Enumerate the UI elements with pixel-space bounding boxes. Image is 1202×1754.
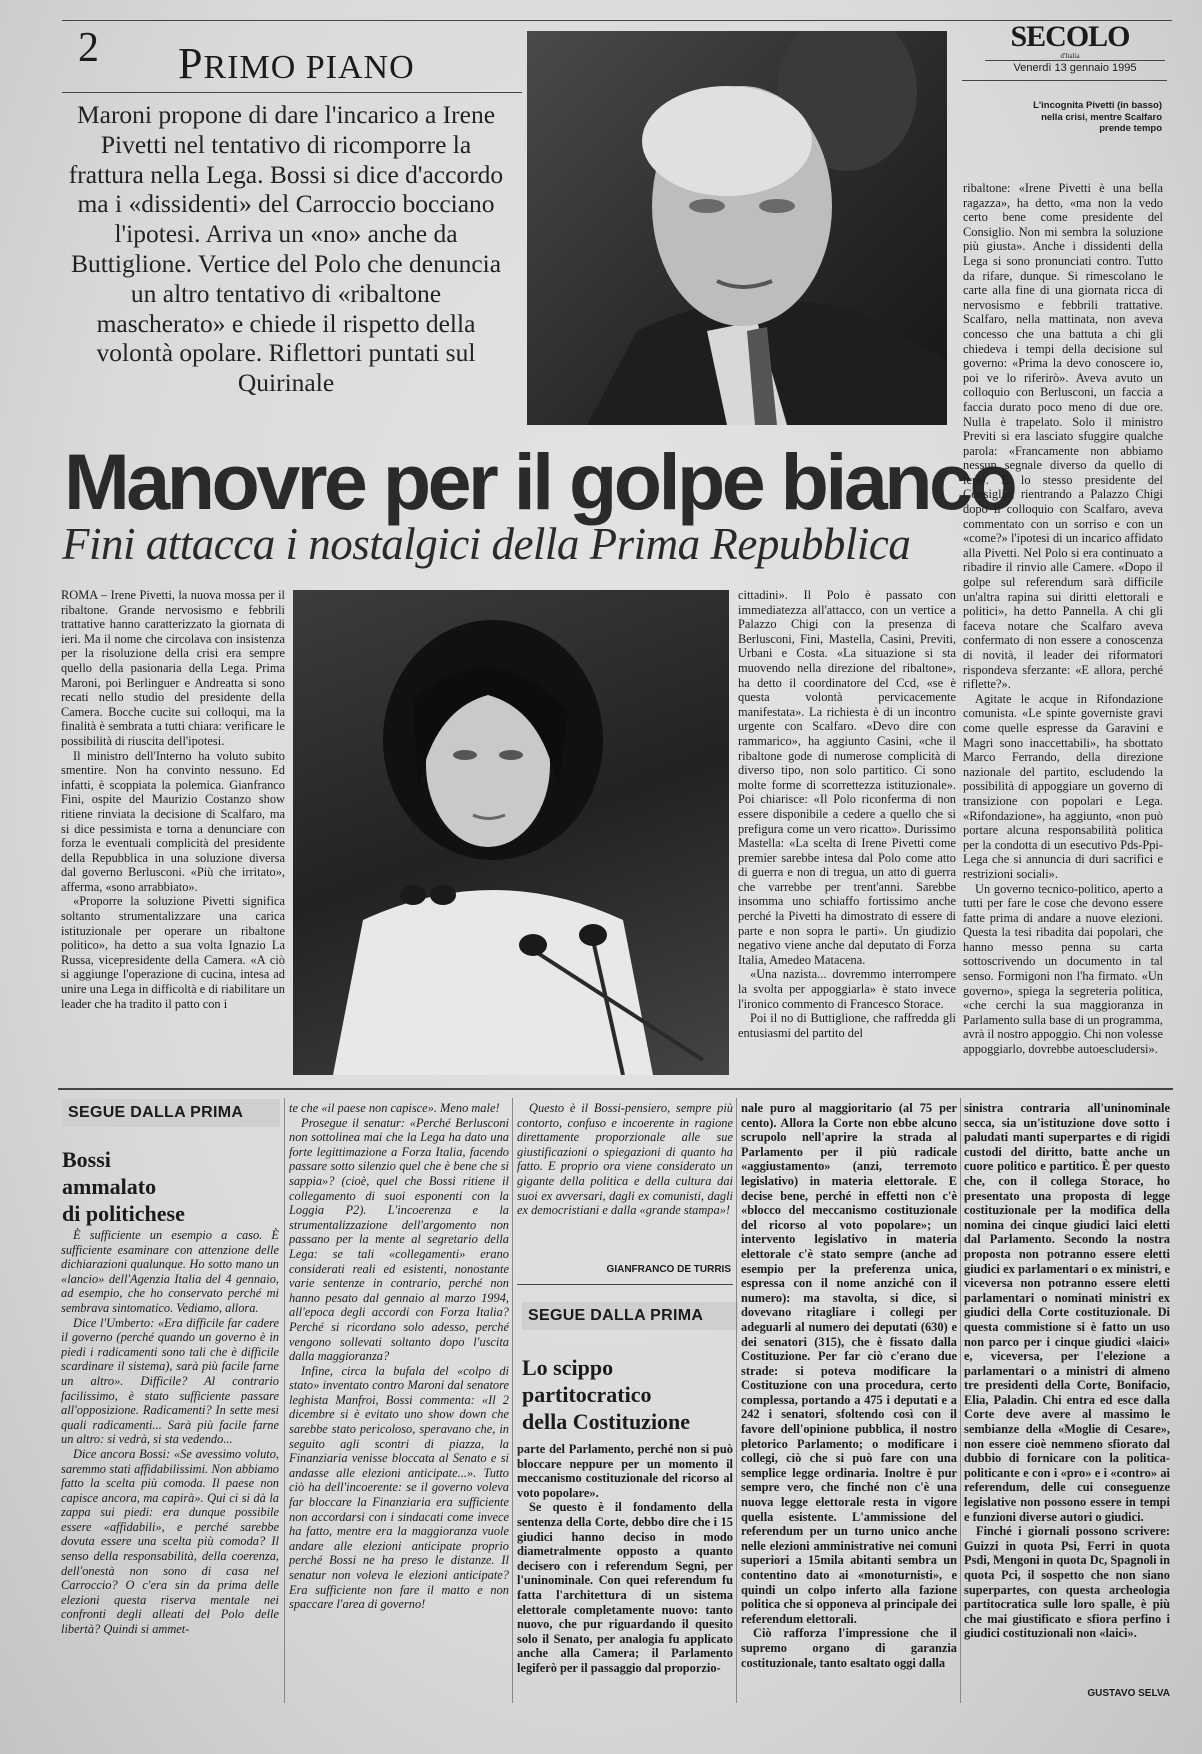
portrait-woman-image bbox=[293, 590, 729, 1075]
masthead-subtitle: d'Italia bbox=[1060, 52, 1080, 60]
photo-scalfaro bbox=[527, 31, 947, 425]
main-headline: Manovre per il golpe bianco bbox=[64, 437, 1015, 526]
bossi-column-2 bbox=[289, 1101, 509, 1706]
column-rule bbox=[512, 1098, 513, 1703]
column-rule bbox=[736, 1098, 737, 1703]
article-separator bbox=[517, 1284, 733, 1285]
portrait-man-image bbox=[527, 31, 947, 425]
paragraph: parte del Parlamento, perché non si può bloccare neppure per un momento il meccanismo costituzionale del ricorso al voto popolare». bbox=[517, 1442, 733, 1500]
paragraph: «Una nazista... dovremmo interrompere la svolta per appoggiarla» è stato invece l'ironico commento di Francesco Storace. bbox=[738, 967, 956, 1011]
page-number: 2 bbox=[78, 25, 99, 71]
paragraph: Poi il no di Buttiglione, che raffredda gli entusiasmi del partito del bbox=[738, 1011, 956, 1040]
column-rule bbox=[960, 1098, 961, 1703]
headline-line: partitocratico bbox=[522, 1382, 652, 1407]
paragraph: Dice ancora Bossi: «Se avessimo voluto, saremmo stati affidabilissimi. Non abbiamo fatto la scelta più comoda. Il paese non capisce ancora, ma capirà». Qui ci si dà la zappa sui piedi: era dunque possibile essere «affidabili», e perché sarebbe dovuta essere una scelta più comoda? Il senso della responsabilità, della coerenza, dell'onestà non sono di casa nel Carroccio? O c'era sin da prima delle elezioni questa riserva mentale nei confronti degli alleati del Polo delle libertà? Quindi si ammet- bbox=[61, 1446, 279, 1637]
photo-pivetti bbox=[293, 590, 729, 1075]
paragraph: Questo è il Bossi-pensiero, sempre più contorto, confuso e incoerente in ragione direttamente proporzionale alle sue giustificazioni o spiegazioni di quanto ha fatto. E proprio ora viene considerato un gigante della politica e della cultura dai suoi ex avversari, dagli ex comunisti, dagli ex democristiani e dalla «grande stampa»! bbox=[517, 1101, 733, 1218]
paragraph: Se questo è il fondamento della sentenza della Corte, debbo dire che i 15 giudici hanno deciso in modo diametralmente opposto a quanto decisero con i referendum Segni, per l'uninominale. Con quei referendum fu fatta l'architettura di un sistema elettorale completamente nuovo: tanto nuovo, che pur riguardando il quesito solo il Senato, per analogia fu applicato anche alla Camera; il Parlamento legiferò per il passaggio dal proporzio- bbox=[517, 1500, 733, 1675]
paragraph: «Proporre la soluzione Pivetti significa soltanto strumentalizzare una carica istituzionale per operare un ribaltone politico», ha detto a sua volta Ignazio La Russa, vicepresidente della Camera. «A ciò si aggiunge l'operazione di cucina, intesa ad unire una Lega in difficoltà e di riabilitare un leader che ha tradito il patto con i bbox=[61, 894, 285, 1011]
scippo-column-1 bbox=[517, 1442, 733, 1706]
article-deck: Maroni propone di dare l'incarico a Irene Pivetti nel tentativo di ricomporre la frattura nella Lega. Bossi si dice d'accordo ma i «dissidenti» del Carroccio bocciano l'ipotesi. Arriva un «no» anche da Buttiglione. Vertice del Polo che denuncia un altro tentativo di «ribaltone mascherato» e chiede il rispetto della volontà opolare. Riflettori puntati sul Quirinale bbox=[68, 100, 504, 398]
scippo-column-3 bbox=[964, 1101, 1170, 1679]
newspaper-masthead: SECOLO bbox=[1010, 20, 1130, 53]
bossi-headline bbox=[62, 1146, 277, 1227]
bossi-column-1 bbox=[61, 1228, 279, 1706]
date-rule-top bbox=[985, 60, 1165, 61]
paragraph: Agitate le acque in Rifondazione comunista. «Le spinte governiste gravi come quelle espresse da Garavini e Magri sono inaccettabili», ha sbottato Marco Ferrando, della direzione nazionale del partito, escludendo la possibilità di appoggiare un governo di transizione con popolari e Lega. «Rifondazione», ha aggiunto, «non può portare alcuna responsabilità politica per la condotta di un esecutivo Pds-Ppi-Lega che si annuncia di duri sacrifici e restrizioni sociali». bbox=[963, 691, 1163, 881]
paragraph: te che «il paese non capisce». Meno male! bbox=[289, 1101, 500, 1115]
scippo-column-2 bbox=[741, 1101, 957, 1706]
issue-date: Venerdì 13 gennaio 1995 bbox=[1013, 62, 1137, 74]
paragraph: Un governo tecnico-politico, aperto a tutti per fare le cose che devono essere fatte prima di andare a nuove elezioni. Questa la tesi ribadita dai popolari, che hanno messo penna su carta sottoscrivendo un documento in tal senso. Formigoni non l'ha firmato. «Un governo», spiega la segreteria politica, «che cerchi la sua maggioranza in Parlamento sulla base di un programma, avrà il nostro appoggio. Chi non volesse appoggiarlo, dovrebbe autoescludersi». bbox=[963, 881, 1163, 1057]
headline-line: della Costituzione bbox=[522, 1409, 691, 1434]
paragraph: Infine, circa la bufala del «colpo di stato» inventato contro Maroni dal senatore leghista Manfroi, Bossi commenta: «Il 2 dicembre si è evitato uno show down che sarebbe stato pericoloso, speravano che, in seguito agli scontri di piazza, la Finanziaria venisse bloccata al Senato e si andasse alle elezioni anticipate...». Tutto ciò ha dell'incoerente: se il governo voleva far bloccare la Finanziaria era sufficiente non accordarsi con i sindacati come invece ha fatto, mentre era la maggioranza vuole andare alle elezioni anticipate proprio perché Bossi ne ha preso le distanze. Il senatur non voleva le elezioni anticipate? Era sufficiente non fare il matto e non spaccare l'area di governo! bbox=[289, 1363, 509, 1612]
paragraph: Finché i giornali possono scrivere: Guizzi in quota Psi, Ferri in quota Psdi, Mengoni in quota Dc, Spagnoli in quota Pci, il sospetto che non siano superpartes, con questa archeologia partitocratica sulle loro spalle, è più che mai giustificato e sfiora perfino i giudici costituzionali non «laici». bbox=[964, 1524, 1170, 1641]
main-article-column-2 bbox=[738, 588, 956, 1076]
main-article-column-1 bbox=[61, 588, 285, 1076]
paragraph: Ciò rafforza l'impressione che il supremo organo di garanzia costituzionale, tanto esaltato oggi dalla bbox=[741, 1626, 957, 1670]
paragraph: Il ministro dell'Interno ha voluto subito smentire. Non ha convinto nessuno. Ed infatti, è scoppiata la polemica. Gianfranco Fini, ospite del Maurizio Costanzo show ritiene rinviata la decisione di Scalfaro, ma si dice pessimista e torna a denunciare con forza le eventuali complicità del presidente della Repubblica in una soluzione diversa dal governo Berlusconi. «Più che irritato», afferma, «sono arrabbiato». bbox=[61, 748, 285, 894]
date-rule-bottom bbox=[962, 80, 1167, 81]
headline-line: ammalato bbox=[62, 1174, 157, 1199]
paragraph: cittadini». Il Polo è passato con immediatezza all'attacco, con un vertice a Palazzo Chigi con la presenza di Berlusconi, Fini, Mastella, Casini, Previti, Urbani e Costa. «La situazione si sta muovendo nella direzione del ribaltone», ha detto il coordinatore del Ccd, «se è questa volontà pervicacemente manifestata». La richiesta è di un incontro urgente con Scalfaro. «Devo dire con rammarico», ha aggiunto Casini, «che il ribaltone gode di numerose complicità di diverso tipo, non solo partitico. Ci sono molte forme di scorrettezza istituzionale». Poi chiarisce: «Il Polo riconferma di non essere disponibile a cedere a quello che si prefigura come un vero ricatto». Durissimo Mastella: «La scelta di Irene Pivetti come premier sarebbe intesa dal Polo come atto di guerra e non di tregua, un atto di guerra che varrebbe per trent'anni. Sarebbe insomma uno schiaffo fortissimo anche perché la Pivetti ha dimostrato di essere di parte e non sopra le parti». Un giudizio negativo viene anche dal deputato di Forza Italia, Amedeo Matacena. bbox=[738, 588, 956, 967]
paragraph: sinistra contraria all'uninominale secca, sia un'istituzione dove sotto i paludati manti superpartes e di rigidi custodi del diritto, batte anche un cuore politico e partitico. È per questo che, con il collega Storace, ho presentato una proposta di legge costituzionale per la modifica della nomina dei cinque giudici laici eletti dal Parlamento. Secondo la nostra proposta non potranno essere eletti giudici ex parlamentari o ex ministri, e viceversa non potranno essere eletti parlamentari o nominati ministri ex giudici della Corte costituzionale. Di questa commistione si è fatto un uso non parco per i cinque giudici «laici» e, viceversa, per l'elezione a parlamentari o a ministri di almeno tre presidenti della Corte, Bonifacio, Elia, Paladin. Chi entra ed esce dalla Corte deve avere al massimo le sembianze della «Moglie di Cesare», non essere cioè nemmeno sfiorato dal dubbio di fornicare con la politica-politicante e con i «pro» e i «contro» ai referendum, delle cui conseguenze legislative non possono essere in tempi e funzioni diverse autori o giudici. bbox=[964, 1101, 1170, 1524]
paragraph: Dice l'Umberto: «Era difficile far cadere il governo (perché quando un governo è in piedi i radicamenti sono tali che è difficile scardinare il sistema), sarà più facile farne un altro». Difficile? Al contrario facilissimo, è stato sufficiente passare all'opposizione. Radicamenti? In sette mesi quali radicamenti... Sarà più facile farne un altro: si vedrà, si sta vedendo... bbox=[61, 1315, 279, 1447]
bossi-column-3 bbox=[517, 1101, 733, 1261]
paragraph: ROMA – Irene Pivetti, la nuova mossa per il ribaltone. Grande nervosismo e febbrili trattative hanno caratterizzato la giornata di ieri. Ma il nome che circolava con insistenza per la risoluzione della crisi era sempre quello della pasionaria della Lega. Prima Maroni, poi Berlinguer e Andreatta si sono recati nello studio del presidente della Camera. Bocche cucite sui colloqui, ma la finalità è sembrata a tutti chiara: verificare le possibilità di riuscita dell'ipotesi. bbox=[61, 588, 285, 748]
main-subheadline: Fini attacca i nostalgici della Prima Repubblica bbox=[62, 519, 911, 569]
section-title-rest: RIMO PIANO bbox=[203, 49, 415, 86]
author-signature: GUSTAVO SELVA bbox=[1087, 1688, 1170, 1699]
author-signature: GIANFRANCO DE TURRIS bbox=[606, 1264, 731, 1275]
photo-caption: L'incognita Pivetti (in basso) nella crisi, mentre Scalfaro prende tempo bbox=[1033, 100, 1162, 134]
paragraph: ribaltone: «Irene Pivetti è una bella ragazza», ha detto, «ma non la vedo certo bene come presidente del Consiglio. Non mi sembra la soluzione più giusta». Anche i dissidenti della Lega si sono pronunciati contro. Tutto da rifare, dunque. Si rimescolano le carte alla fine di una giornata ricca di nervosismo e febbrili trattative. Scalfaro, nella mattinata, non aveva concesso che una battuta a chi gli chiedeva i tempi della decisione sul governo: «Prima la devo conoscere io, poi ve lo riferirò». Aveva avuto un colloquio con Berlusconi, un faccia a faccia durato poco meno di due ore. Nulla è trapelato. Solo il ministro Previti si era lasciato sfuggire qualche parola: «Francamente non abbiamo nessun segnale diverso da quello di ieri». E lo stesso presidente del Consiglio, rientrando a Palazzo Chigi dopo il colloquio con Scalfaro, aveva commentato con un sorriso e con un «come?» l'ipotesi di un incarico affidato alla Pivetti. Nel Polo si era continuato a ribadire il rinvio alle Camere. «Dopo il golpe sul referendum sarà difficile un'altra rapina sui diritti elettorali e politici», ha detto Pannella. A chi gli faceva notare che Scalfaro aveva confermato di non essere a conoscenza di novità, il leader dei riformatori rispondeva sferzante: «E allora, perché riflette?». bbox=[963, 181, 1163, 692]
paragraph: È sufficiente un esempio a caso. È sufficiente esaminare con attenzione delle dichiarazioni qualunque. Ho sotto mano un «lancio» dell'Agenzia Italia del 4 gennaio, ad esempio, che ho conservato perché mi sembrava sintomatico. Vediamo, allora. bbox=[61, 1228, 279, 1315]
headline-line: Lo scippo bbox=[522, 1355, 614, 1380]
main-article-column-3 bbox=[963, 181, 1163, 1077]
header-rule bbox=[62, 92, 522, 93]
segue-dalla-prima-label: SEGUE DALLA PRIMA bbox=[522, 1302, 738, 1330]
column-rule bbox=[284, 1098, 285, 1703]
paragraph: Prosegue il senatur: «Perché Berlusconi non sottolinea mai che la Lega ha dato una forte legittimazione a Forza Italia, facendo passare sotto silenzio quel che è bene che si sappia»? (cioè, quel che Bossi ritiene il collegamento di suoi esponenti con la Loggia P2). L'incoerenza e la strumentalizzazione dell'argomento non passano per la mente al segretario della Lega: se tali «collegamenti» erano considerati reali ed esistenti, nonostante varie sentenze in contrario, perché non hanno pesato dal gennaio al marzo 1994, all'epoca degli accordi con Forza Italia? Perché si ricordano solo adesso, perché vengono sollevati soltanto dopo l'uscita dalla maggioranza? bbox=[289, 1115, 509, 1364]
section-title-initial: P bbox=[178, 39, 204, 88]
headline-line: Bossi bbox=[62, 1147, 111, 1172]
section-divider bbox=[58, 1088, 1173, 1090]
segue-dalla-prima-label: SEGUE DALLA PRIMA bbox=[62, 1099, 280, 1127]
headline-line: di politichese bbox=[62, 1201, 185, 1226]
paragraph: nale puro al maggioritario (al 75 per cento). Allora la Corte non ebbe alcuno scrupolo nell'aprire la strada al Parlamento per il più radicale «aggiustamento» (anzi, terremoto legislativo) in materia elettorale. E decise bene, perché in effetti non c'è «blocco del meccanismo costituzionale del ricorso al voto popolare»; un intervento legislativo in materia elettorale c'è stato sempre (anche ad esempio per la preferenza unica, espressa con il nome anziché con il numero): ma stavolta, si dice, si dovevano ritagliare i collegi per adeguarli al numero dei deputati (630) e dei senatori (315), che è fissato dalla Costituzione. Per far ciò c'erano due strade: si poteva modificare la Costituzione con una procedura, certo complessa, portando a 475 i deputati e a 242 i senatori, sfoltendo così con il favore dell'opinione pubblica, il nostro pletorico Parlamento; o modificare i collegi, ciò che si può fare con una semplice legge ordinaria. Inoltre è pur sempre vero, che finché non c'è una nuova legge elettorale resta in vigore quella esistente. L'ammissione del referendum per un turno unico anche nelle elezioni amministrative nei comuni superiori a 15mila abitanti sembra un contentino dato ai «monoturnisti», e quindi un colpo inferto alla fazione politica che si opponeva al principale dei referendum elettorali. bbox=[741, 1101, 957, 1626]
section-title bbox=[178, 38, 415, 89]
scippo-headline bbox=[522, 1354, 737, 1435]
